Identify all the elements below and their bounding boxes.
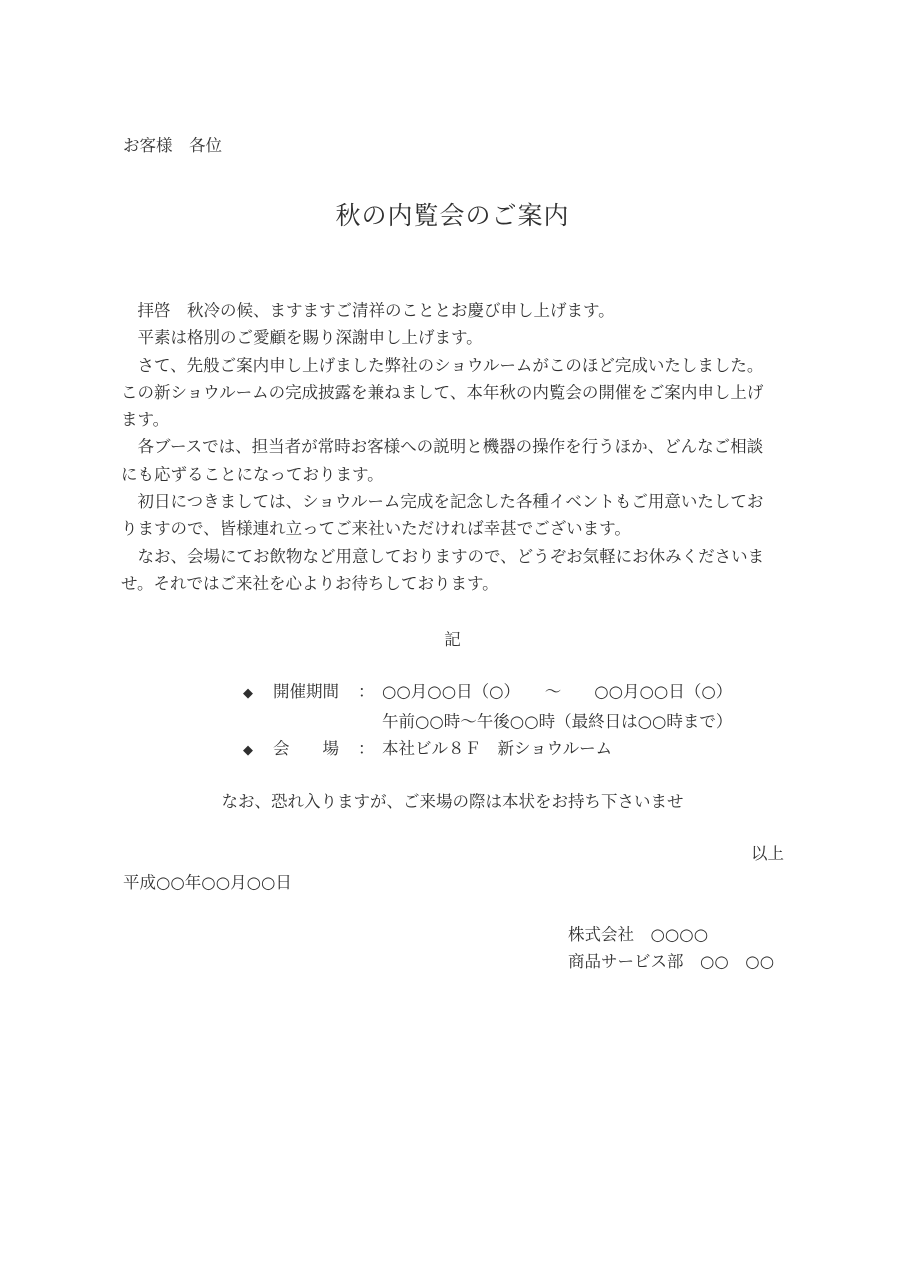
detail-value: ○○月○○日（○） ～ ○○月○○日（○） (382, 682, 733, 701)
body-line: なお、会場にてお飲物など用意しておりますので、どうぞお気軽にお休みくださいま (121, 546, 765, 566)
detail-value: 午前○○時～午後○○時（最終日は○○時まで） (382, 711, 733, 731)
detail-label: 開催期間 (273, 682, 339, 701)
body-line: 拝啓 秋冷の候、ますますご清祥のこととお慶び申し上げます。 (121, 301, 615, 320)
body-line: にも応ずることになっております。 (121, 464, 384, 484)
body-line: せ。それではご来社を心よりお待ちしております。 (121, 573, 499, 593)
company-line: 株式会社 ○○○○ (568, 925, 709, 944)
record-marker: 記 (444, 630, 461, 649)
note-line: なお、恐れ入りますが、ご来場の際は本状をお持ち下さいませ (221, 792, 684, 811)
detail-colon: ： (358, 682, 375, 701)
body-line: 各ブースでは、担当者が常時お客様への説明と機器の操作を行うほか、どんなご相談 (121, 437, 764, 457)
detail-colon: ： (358, 739, 375, 758)
signer-line: 商品サービス部 ○○ ○○ (568, 952, 775, 971)
detail-value: 本社ビル８Ｆ 新ショウルーム (382, 739, 613, 758)
body-line: 平素は格別のご愛顧を賜り深謝申し上げます。 (121, 328, 483, 348)
diamond-bullet-icon: ◆ (243, 743, 253, 758)
detail-row-hours (121, 708, 784, 736)
body-line: りますので、皆様連れ立ってご来社いただければ幸甚でございます。 (121, 519, 631, 539)
body-line: 初日につきましては、ショウルーム完成を記念した各種イベントもご用意いたしてお (121, 492, 764, 512)
body-line: さて、先般ご案内申し上げました弊社のショウルームがこのほど完成いたしました。 (121, 355, 764, 375)
body-paragraphs (121, 297, 784, 597)
diamond-bullet-icon: ◆ (243, 686, 253, 701)
recipient-line: お客様 各位 (123, 136, 222, 155)
detail-row-period (121, 678, 784, 708)
closing-word: 以上 (751, 844, 784, 863)
body-line: ます。 (121, 410, 170, 430)
document-title: 秋の内覧会のご案内 (335, 201, 570, 230)
date-line: 平成○○年○○月○○日 (123, 873, 292, 892)
detail-row-venue (121, 735, 784, 765)
document-content (121, 0, 784, 1280)
body-line: この新ショウルームの完成披露を兼ねまして、本年秋の内覧会の開催をご案内申し上げ (121, 382, 764, 402)
detail-label: 会 場 (273, 739, 339, 758)
event-details (121, 678, 784, 765)
